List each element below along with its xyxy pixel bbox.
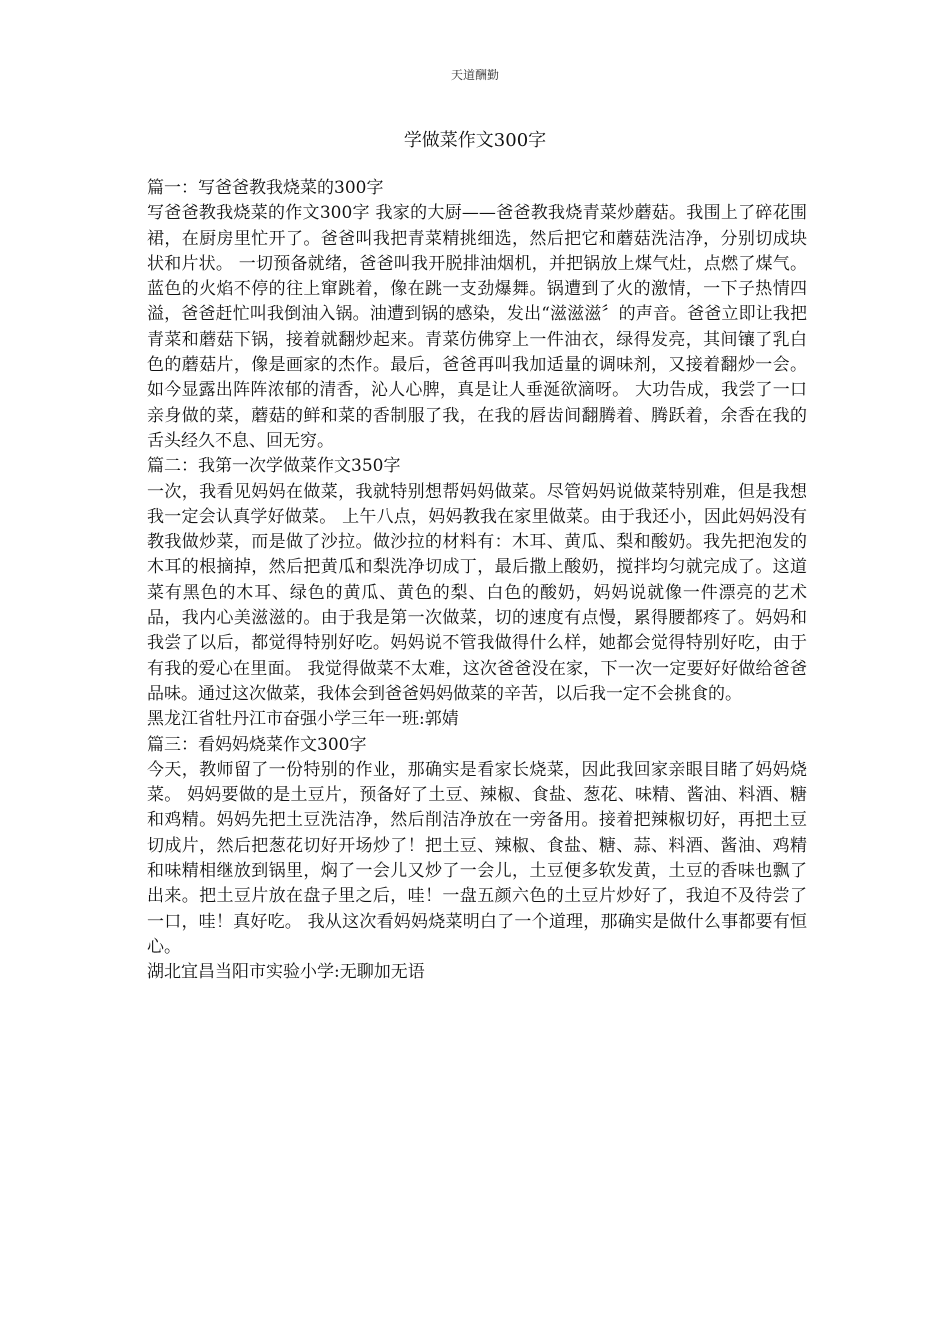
page-header: 天道酬勤: [450, 68, 499, 82]
section-3-heading: 篇三：看妈妈烧菜作文300字: [147, 734, 367, 755]
section-1-text: 写爸爸教我烧菜的作文300字 我家的大厨——爸爸教我烧青菜炒蘑菇。我围上了碎花围裙，在厨房里忙开了。爸爸叫我把青菜精挑细选，然后把它和蘑菇洗洁净，分别切成块状和片状。 一切预备就绪，爸爸叫我开脱排油烟机，并把锅放上煤气灶，点燃了煤气。蓝色的火焰不停的往上窜跳着，像在跳一支劲爆舞。锅遭到了火的激情，一下子热情四溢，爸爸赶忙叫我倒油入锅。油遭到锅的感染，发出“滋滋滋〞的声音。爸爸立即让我把青菜和蘑菇下锅，接着就翻炒起来。青菜仿佛穿上一件油衣，绿得发亮，其间镶了乳白色的蘑菇片，像是画家的杰作。最后，爸爸再叫我加适量的调味剂，又接着翻炒一会。如今显露出阵阵浓郁的清香，沁人心脾，真是让人垂涎欲滴呀。 大功告成，我尝了一口亲身做的菜，蘑菇的鲜和菜的香制服了我，在我的唇齿间翻腾着、腾跃着，余香在我的舌头经久不息、回无穷。: [147, 203, 807, 451]
section-2-text: 一次，我看见妈妈在做菜，我就特别想帮妈妈做菜。尽管妈妈说做菜特别难，但是我想我一定会认真学好做菜。 上午八点，妈妈教我在家里做菜。由于我还小，因此妈妈没有教我做炒菜，而是做了沙拉。做沙拉的材料有：木耳、黄瓜、梨和酸奶。我先把泡发的木耳的根摘掉，然后把黄瓜和梨洗净切成丁，最后撒上酸奶，搅拌均匀就完成了。这道菜有黑色的木耳、绿色的黄瓜、黄色的梨、白色的酸奶，妈妈说就像一件漂亮的艺术品，我内心美滋滋的。由于我是第一次做菜，切的速度有点慢，累得腰都疼了。妈妈和我尝了以后，都觉得特别好吃。妈妈说不管我做得什么样，她都会觉得特别好吃，由于有我的爱心在里面。 我觉得做菜不太难，这次爸爸没在家，下一次一定要好好做给爸爸品味。通过这次做菜，我体会到爸爸妈妈做菜的辛苦，以后我一定不会挑食的。: [147, 481, 807, 704]
section-2-author: 黑龙江省牡丹江市奋强小学三年一班:郭婧: [147, 709, 459, 730]
document-body: [147, 176, 807, 986]
section-3-author: 湖北宜昌当阳市实验小学:无聊加无语: [147, 962, 425, 983]
document-title: 学做菜作文300字: [403, 130, 547, 151]
section-3-text: 今天，教师留了一份特别的作业，那确实是看家长烧菜，因此我回家亲眼目睹了妈妈烧菜。 妈妈要做的是土豆片，预备好了土豆、辣椒、食盐、葱花、味精、酱油、料酒、糖和鸡精。妈妈先把土豆洗洁净，然后削洁净放在一旁备用。接着把辣椒切好，再把土豆切成片，然后把葱花切好开场炒了！把土豆、辣椒、食盐、糖、蒜、料酒、酱油、鸡精和味精相继放到锅里，焖了一会儿又炒了一会儿，土豆便多软发黄，土豆的香味也飘了出来。把土豆片放在盘子里之后，哇！一盘五颜六色的土豆片炒好了，我迫不及待尝了一口，哇！真好吃。 我从这次看妈妈烧菜明白了一个道理，那确实是做什么事都要有恒心。: [147, 759, 807, 957]
section-1-heading: 篇一：写爸爸教我烧菜的300字: [147, 178, 384, 198]
section-2-heading: 篇二：我第一次学做菜作文350字: [147, 456, 401, 477]
